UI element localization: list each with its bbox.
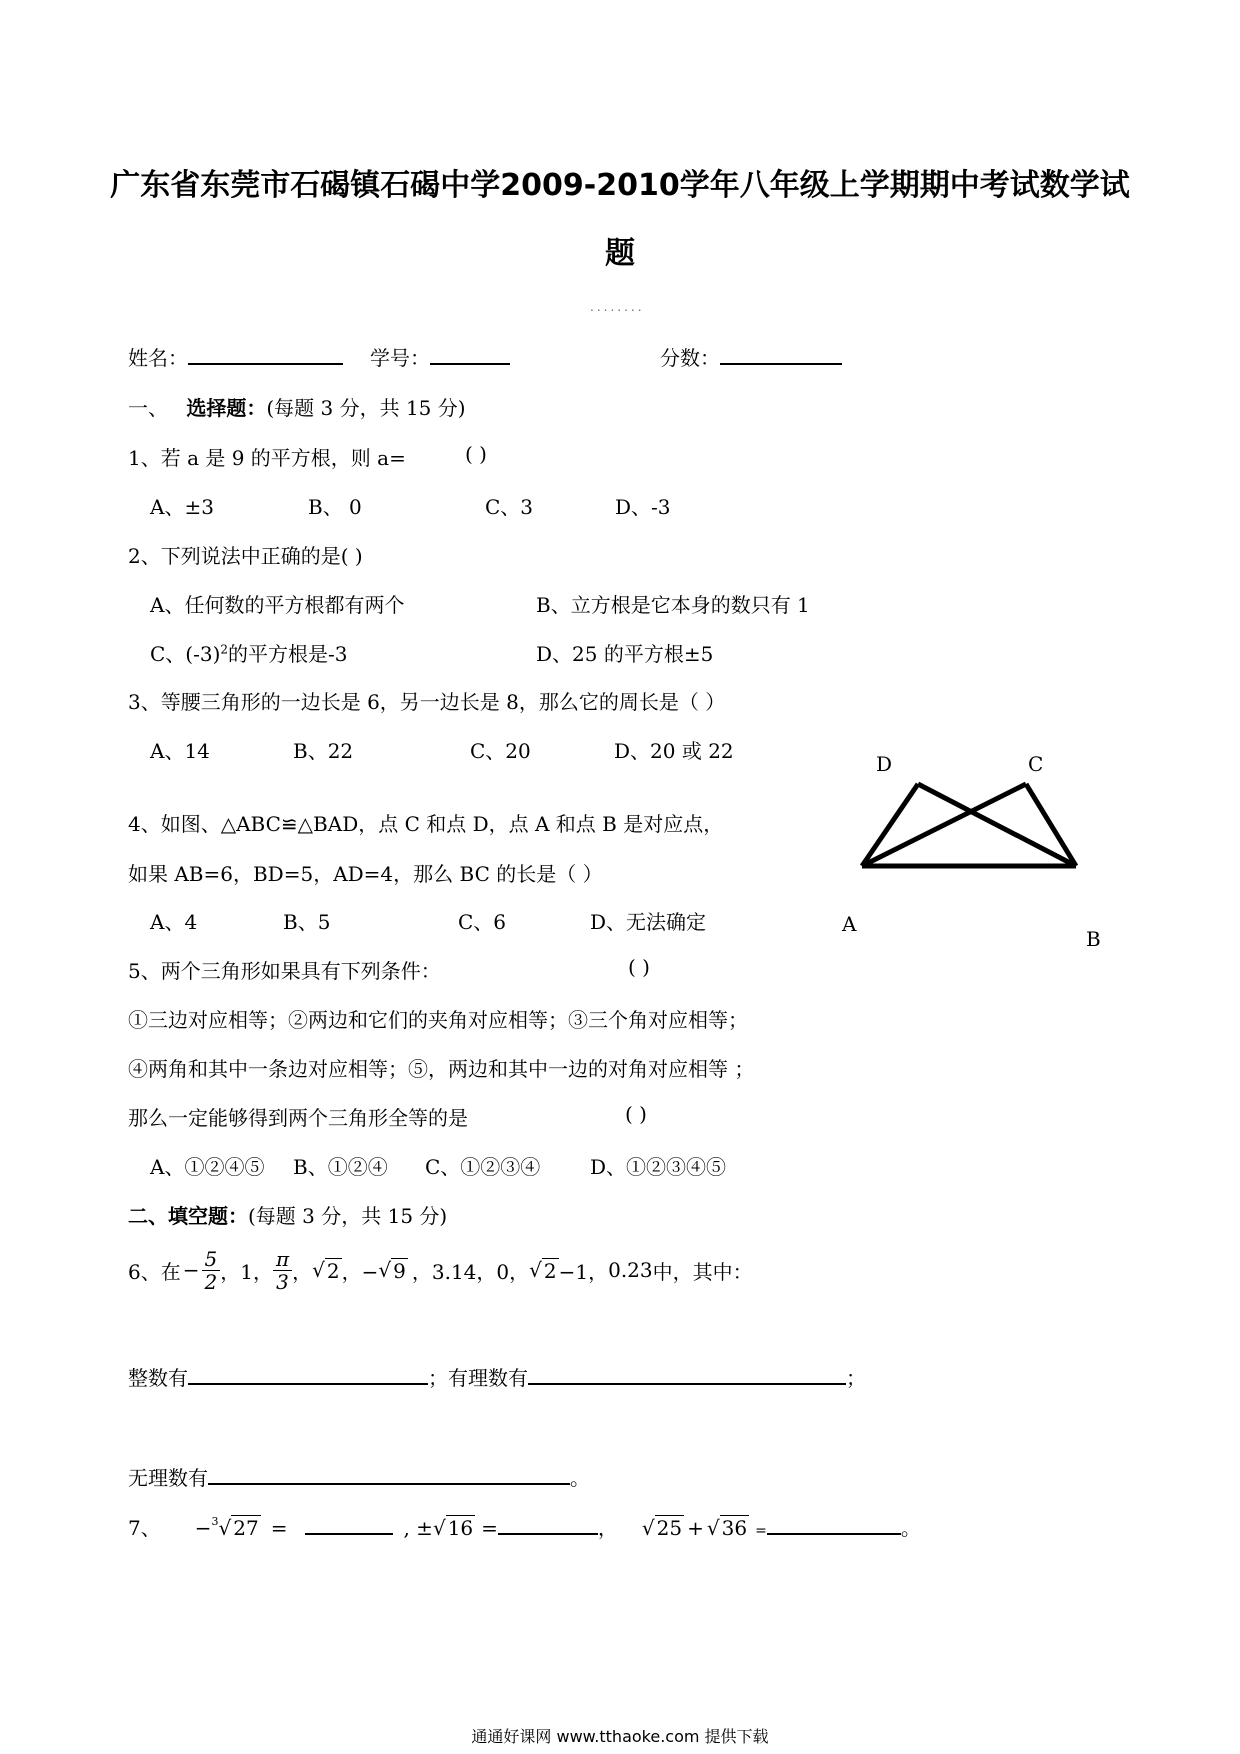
- figure-label-a: A: [842, 912, 857, 936]
- q6-semicolon: ；: [846, 1366, 866, 1390]
- q2-option-d: D、25 的平方根±5: [536, 642, 714, 666]
- q6-rat-label: ；有理数有: [428, 1366, 528, 1390]
- score-label: 分数：: [660, 346, 720, 370]
- q4-option-c: C、6: [458, 910, 507, 934]
- q7-cube-radicand: 27: [233, 1516, 259, 1540]
- q6-fraction-2-num: π: [273, 1248, 292, 1271]
- q6-neg: −: [182, 1258, 200, 1282]
- q6-sep4: ，3.14，0，: [411, 1259, 530, 1284]
- q6-irrationals-line: [128, 1462, 590, 1491]
- figure-label-b: B: [1086, 927, 1101, 951]
- q5-option-b: B、①②④: [293, 1155, 388, 1179]
- triangle-figure: [850, 770, 1090, 880]
- q4-stem-line1: 4、如图、△ABC≌△BAD，点 C 和点 D，点 A 和点 B 是对应点，: [128, 812, 724, 836]
- q2-option-c-sup: 2: [220, 642, 229, 657]
- q7-comma: ，: [597, 1516, 618, 1540]
- q5-option-d: D、①②③④⑤: [590, 1155, 727, 1179]
- q1-option-a: A、±3: [150, 495, 214, 519]
- number-label: 学号：: [370, 346, 430, 370]
- q6-sep3: ，−: [341, 1259, 379, 1284]
- q2-stem: 2、下列说法中正确的是( ): [128, 544, 363, 568]
- q7-blank-1[interactable]: [305, 1513, 393, 1535]
- q3-option-a: A、14: [150, 739, 210, 763]
- q5-answer-paren: ( ): [628, 955, 650, 979]
- q7-blank-2[interactable]: [498, 1513, 598, 1535]
- q2-option-b: B、立方根是它本身的数只有 1: [536, 593, 810, 617]
- name-label: 姓名：: [128, 346, 188, 370]
- q7-blank-3[interactable]: [767, 1513, 901, 1535]
- q6-pre: 6、在: [128, 1259, 181, 1284]
- q6-period: 。: [570, 1466, 590, 1490]
- section1-label: 选择题：: [186, 396, 267, 420]
- q6-stem: [128, 1238, 753, 1302]
- q3-option-c: C、20: [470, 739, 531, 763]
- name-field: [128, 342, 343, 371]
- q2-option-c-post: 的平方根是-3: [228, 642, 348, 666]
- q7-sqrt-36: 36: [721, 1516, 748, 1540]
- q7-eq3: =: [755, 1523, 767, 1539]
- q6-fraction-2-den: 3: [276, 1269, 289, 1294]
- q6-sqrt-1: 2: [326, 1258, 340, 1283]
- q7-eq2: =: [481, 1516, 498, 1540]
- number-blank[interactable]: [430, 343, 510, 365]
- section1-num: 一、: [128, 396, 168, 420]
- section2-label: 二、填空题：: [128, 1204, 248, 1228]
- q7-neg: −: [194, 1516, 212, 1540]
- q6-rat-blank[interactable]: [528, 1363, 846, 1385]
- q7-period: 。: [900, 1516, 921, 1540]
- sqrt-icon: √: [378, 1258, 392, 1282]
- q5-option-c: C、①②③④: [425, 1155, 541, 1179]
- q4-stem-line2: 如果 AB=6，BD=5，AD=4，那么 BC 的长是（ ）: [128, 862, 603, 886]
- q6-fraction-1-num: 5: [202, 1248, 221, 1271]
- q7-pre: 7、: [128, 1516, 161, 1540]
- q7-plus: +: [687, 1516, 704, 1540]
- q2-option-c: [150, 638, 348, 667]
- q5-condition-line1: ①三边对应相等；②两边和它们的夹角对应相等；③三个角对应相等；: [128, 1008, 748, 1032]
- q1-option-c: C、3: [485, 495, 534, 519]
- q6-sqrt-3-post: −1，: [558, 1259, 609, 1284]
- q7-cube-index: 3: [211, 1515, 219, 1528]
- q2-option-a: A、任何数的平方根都有两个: [150, 593, 405, 617]
- exam-title-line1: 广东省东莞市石碣镇石碣中学2009-2010学年八年级上学期期中考试数学试: [110, 168, 1130, 203]
- q7-mid: , ±: [403, 1516, 433, 1540]
- q6-fraction-1: [202, 1248, 221, 1293]
- q5-stem: 5、两个三角形如果具有下列条件：: [128, 959, 441, 983]
- q4-option-a: A、4: [150, 910, 198, 934]
- q5-condition-line3: 那么一定能够得到两个三角形全等的是: [128, 1106, 468, 1130]
- score-blank[interactable]: [720, 343, 842, 365]
- figure-label-d: D: [876, 752, 893, 776]
- q3-option-b: B、22: [293, 739, 354, 763]
- sqrt-icon: √: [641, 1516, 655, 1540]
- q6-int-label: 整数有: [128, 1366, 188, 1390]
- section1-note: (每题 3 分，共 15 分): [266, 396, 466, 420]
- q5-option-a: A、①②④⑤: [150, 1155, 265, 1179]
- q6-sep2: ，: [292, 1259, 313, 1284]
- score-field: [660, 342, 842, 371]
- q1-option-b: B、 0: [308, 495, 362, 519]
- sqrt-icon: √: [706, 1516, 720, 1540]
- q3-stem: 3、等腰三角形的一边长是 6，另一边长是 8，那么它的周长是（ ）: [128, 690, 726, 714]
- q6-fraction-2: [273, 1248, 292, 1293]
- q1-stem: 1、若 a 是 9 的平方根，则 a=: [128, 446, 406, 470]
- q6-sqrt-3: 2: [543, 1258, 557, 1283]
- q6-irr-blank[interactable]: [208, 1463, 570, 1485]
- q4-option-b: B、5: [283, 910, 331, 934]
- q6-repeating-decimal: 0.23: [608, 1258, 653, 1282]
- q5-condition-line2: ④两角和其中一条边对应相等；⑤，两边和其中一边的对角对应相等 ；: [128, 1057, 755, 1081]
- q6-irr-label: 无理数有: [128, 1466, 208, 1490]
- section1-heading: [128, 392, 466, 421]
- figure-label-c: C: [1028, 752, 1044, 776]
- q6-int-blank[interactable]: [188, 1363, 428, 1385]
- decorative-dots: ........: [590, 300, 645, 314]
- q2-option-c-pre: C、(-3): [150, 642, 221, 666]
- sqrt-icon: √: [218, 1516, 232, 1540]
- q7-sqrt-16: 16: [447, 1516, 474, 1540]
- q6-sep1: ，1，: [220, 1259, 273, 1284]
- q6-fraction-1-den: 2: [204, 1269, 218, 1294]
- section2-heading: [128, 1200, 447, 1229]
- section2-note: (每题 3 分，共 15 分): [248, 1204, 448, 1228]
- q7-stem: [128, 1512, 921, 1541]
- q6-sqrt-2: 9: [393, 1258, 406, 1283]
- q3-option-d: D、20 或 22: [614, 739, 734, 763]
- q6-integers-line: [128, 1362, 866, 1391]
- q6-end: 中，其中：: [652, 1259, 753, 1284]
- sqrt-icon: √: [312, 1258, 325, 1282]
- q7-sqrt-25: 25: [656, 1516, 683, 1540]
- sqrt-icon: √: [529, 1258, 542, 1282]
- number-field: [370, 342, 510, 371]
- exam-title-line2: 题: [605, 236, 635, 271]
- q1-option-d: D、-3: [615, 495, 671, 519]
- name-blank[interactable]: [188, 343, 343, 365]
- q5-answer-paren2: ( ): [625, 1102, 647, 1126]
- q4-option-d: D、无法确定: [590, 910, 707, 934]
- sqrt-icon: √: [432, 1516, 446, 1540]
- q1-answer-paren: ( ): [465, 442, 487, 466]
- q7-eq1: =: [270, 1516, 288, 1540]
- footer-credit: 通通好课网 www.tthaoke.com 提供下载: [471, 1727, 769, 1746]
